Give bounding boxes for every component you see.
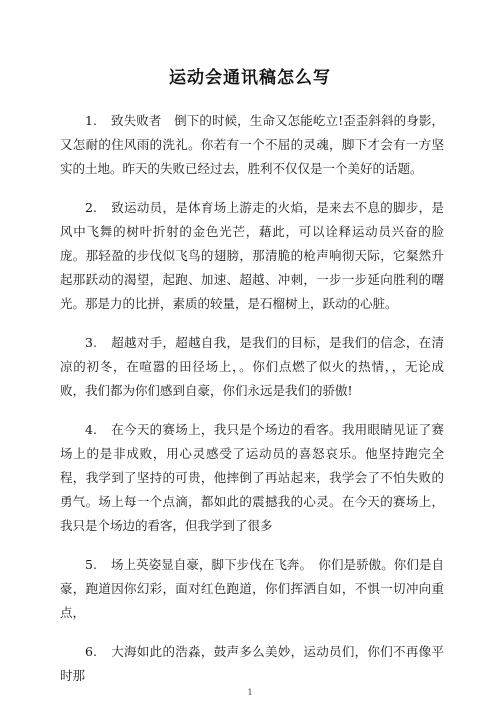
paragraph-number: 1. xyxy=(85,113,97,128)
paragraph-number: 4. xyxy=(85,422,97,437)
paragraph-3 xyxy=(60,331,444,403)
paragraph-2 xyxy=(60,196,444,316)
paragraph-number: 3. xyxy=(85,335,97,350)
paragraph-4 xyxy=(60,418,444,538)
paragraph-number: 5. xyxy=(85,557,97,572)
paragraph-text: 致运动员，是体育场上游走的火焰，是来去不息的脚步，是风中飞舞的树叶折射的金色光芒，藉此，可以诠释运动员兴奋的脸庞。那轻盈的步伐似飞鸟的翅膀，那清脆的枪声响彻天际，它粲然升起那跃动的渴望，起跑、加速、超越、冲刺，一步一步延向胜利的曙光。那是力的比拼，素质的较量，是石榴树上，跃动的心脏。 xyxy=(60,200,444,311)
paragraph-text: 超越对手，超越自我，是我们的目标，是我们的信念，在清凉的初冬，在喧嚣的田径场上，。你们点燃了似火的热情，，无论成败，我们都为你们感到自豪，你们永远是我们的骄傲! xyxy=(60,335,444,398)
document-title: 运动会通讯稿怎么写 xyxy=(169,68,331,88)
paragraph-text: 场上英姿显自豪，脚下步伐在飞奔。 你们是骄傲。你们是自豪，跑道因你幻彩，面对红色跑道，你们挥洒自如，不惧一切冲向重点， xyxy=(60,557,444,620)
paragraph-number: 6. xyxy=(85,644,97,659)
paragraph-text: 大海如此的浩淼，鼓声多么美妙，运动员们，你们不再像平时那 xyxy=(60,644,444,683)
paragraph-1 xyxy=(60,109,444,181)
paragraph-5 xyxy=(60,553,444,625)
paragraph-6 xyxy=(60,640,444,688)
page-number: 1 xyxy=(247,688,253,697)
paragraph-text: 致失败者 倒下的时候，生命又怎能屹立!歪歪斜斜的身影，又怎耐的住风雨的洗礼。你若有一个不屈的灵魂，脚下才会有一方坚实的土地。昨天的失败已经过去，胜利不仅仅是一个美好的话题。 xyxy=(60,113,444,176)
document-body xyxy=(60,109,444,703)
paragraph-text: 在今天的赛场上，我只是个场边的看客。我用眼睛见证了赛场上的是非成败，用心灵感受了运动员的喜怒哀乐。他坚持跑完全程，我学到了坚持的可贵，他摔倒了再站起来，我学会了不怕失败的勇气。场上每一个点滴，都如此的震撼我的心灵。在今天的赛场上，我只是个场边的看客，但我学到了很多 xyxy=(60,422,444,533)
paragraph-number: 2. xyxy=(85,200,97,215)
